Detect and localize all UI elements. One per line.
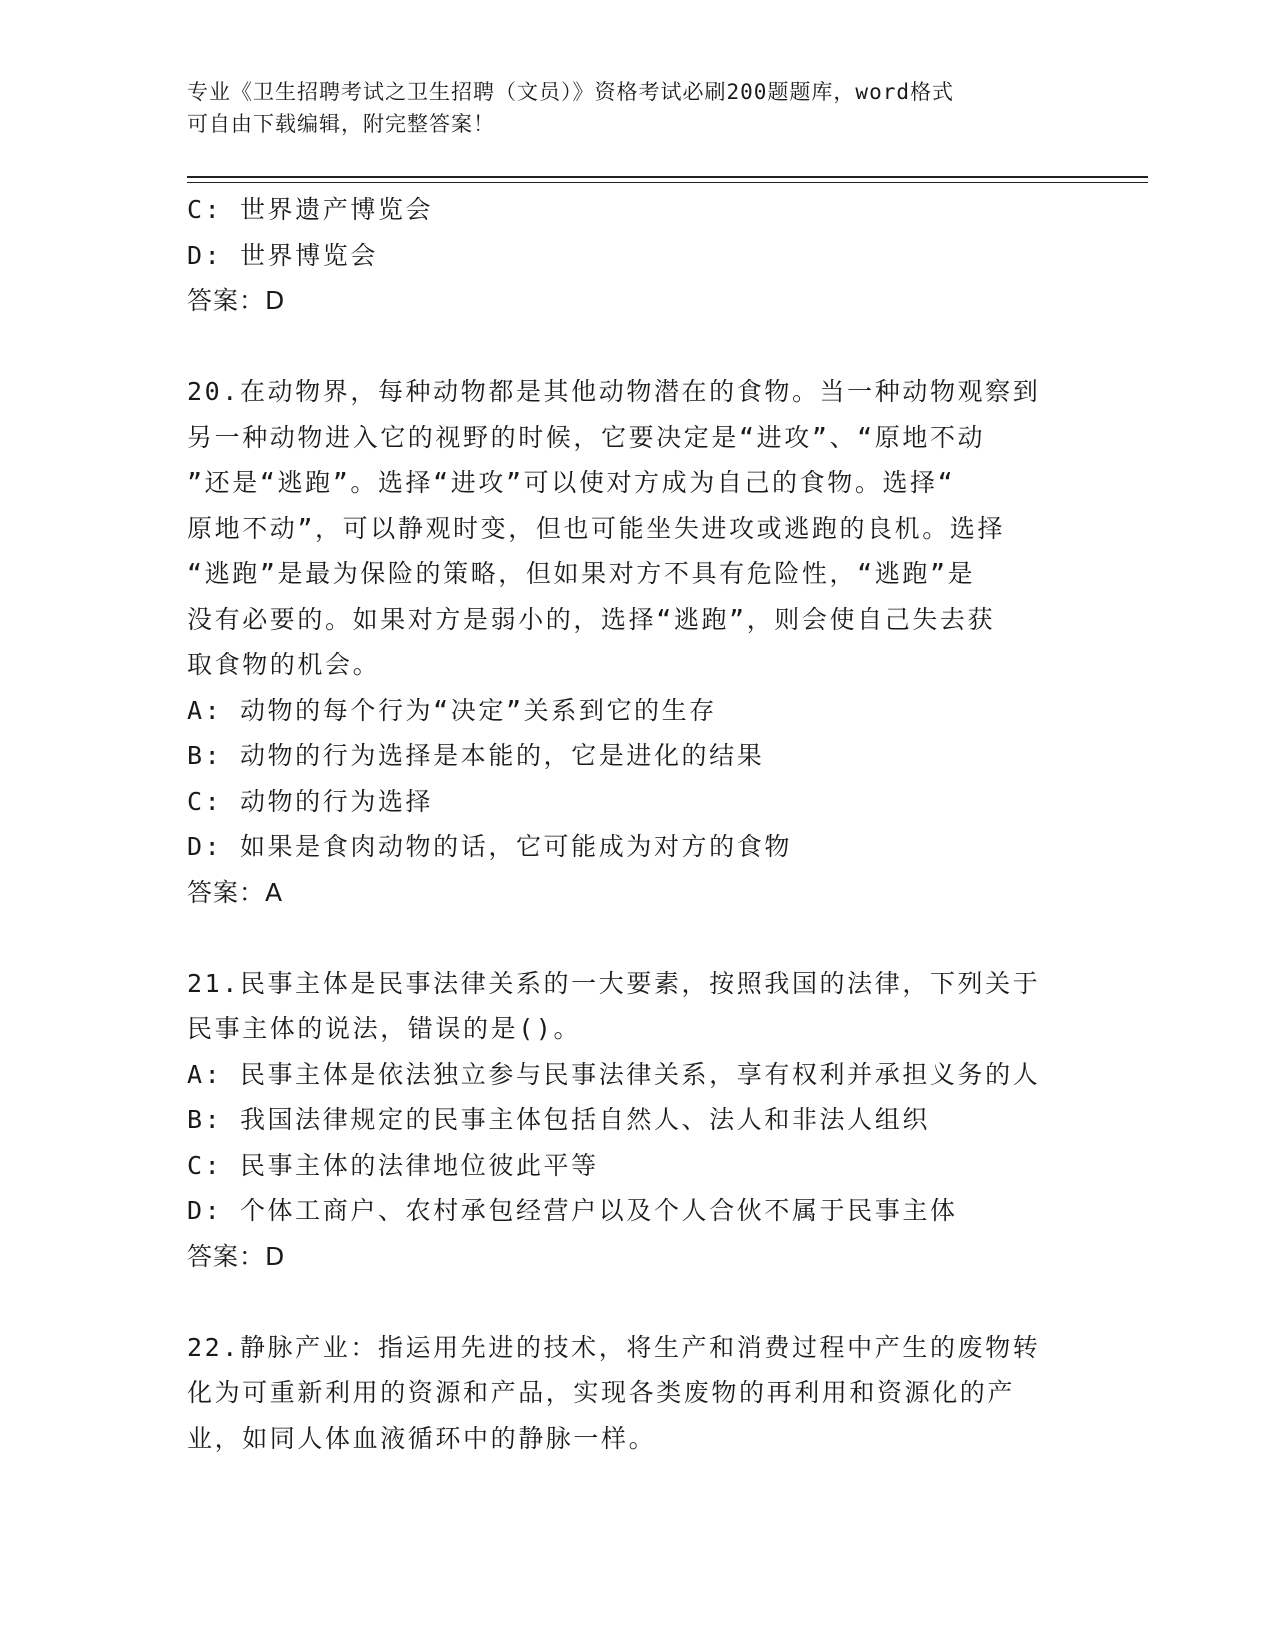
option-a: A: 动物的每个行为“决定”关系到它的生存 <box>187 695 717 725</box>
question-stem-line: 21.民事主体是民事法律关系的一大要素，按照我国的法律，下列关于 <box>187 968 1041 998</box>
question-stem-line: ”还是“逃跑”。选择“进攻”可以使对方成为自己的食物。选择“ <box>187 468 956 497</box>
question-stem-line: “逃跑”是最为保险的策略，但如果对方不具有危险性，“逃跑”是 <box>187 559 976 588</box>
answer-text: 答案：D <box>187 286 286 315</box>
option-d: D: 如果是食肉动物的话，它可能成为对方的食物 <box>187 832 792 861</box>
question-20 <box>187 369 1067 915</box>
option-b: B: 我国法律规定的民事主体包括自然人、法人和非法人组织 <box>187 1105 930 1134</box>
question-spacer <box>187 1279 1067 1325</box>
answer-text: 答案：D <box>187 1241 286 1271</box>
question-stem-line: 取食物的机会。 <box>187 650 381 679</box>
header-line-2: 可自由下载编辑，附完整答案！ <box>187 112 495 136</box>
option-c: C: 民事主体的法律地位彼此平等 <box>187 1150 599 1180</box>
document-header <box>187 76 1067 140</box>
header-divider-thick <box>187 176 1148 178</box>
question-stem-line: 没有必要的。如果对方是弱小的，选择“逃跑”，则会使自己失去获 <box>187 604 996 634</box>
question-stem-line: 化为可重新利用的资源和产品，实现各类废物的再利用和资源化的产 <box>187 1378 1016 1407</box>
question-spacer <box>187 324 1067 370</box>
question-stem-line: 民事主体的说法，错误的是()。 <box>187 1014 582 1043</box>
question-spacer <box>187 915 1067 961</box>
option-c: C: 动物的行为选择 <box>187 786 434 816</box>
option-d: D: 个体工商户、农村承包经营户以及个人合伙不属于民事主体 <box>187 1196 958 1225</box>
question-stem-line: 22.静脉产业：指运用先进的技术，将生产和消费过程中产生的废物转 <box>187 1332 1041 1362</box>
question-19 <box>187 187 1067 324</box>
option-b: B: 动物的行为选择是本能的，它是进化的结果 <box>187 741 765 770</box>
answer-text: 答案：A <box>187 877 284 907</box>
option-c: C: 世界遗产博览会 <box>187 195 434 224</box>
question-stem-line: 另一种动物进入它的视野的时候，它要决定是“进攻”、“原地不动 <box>187 422 986 452</box>
question-stem-line: 原地不动”，可以静观时变，但也可能坐失进攻或逃跑的良机。选择 <box>187 513 1006 543</box>
header-divider-thin <box>187 182 1148 183</box>
option-d: D: 世界博览会 <box>187 240 378 270</box>
option-a: A: 民事主体是依法独立参与民事法律关系，享有权利并承担义务的人 <box>187 1059 1041 1089</box>
question-22 <box>187 1325 1067 1462</box>
question-stem-line: 20.在动物界，每种动物都是其他动物潜在的食物。当一种动物观察到 <box>187 377 1041 406</box>
question-stem-line: 业，如同人体血液循环中的静脉一样。 <box>187 1423 657 1453</box>
header-line-1: 专业《卫生招聘考试之卫生招聘（文员）》资格考试必刷200题题库，word格式 <box>187 80 954 104</box>
document-body <box>187 187 1067 1461</box>
question-21 <box>187 961 1067 1280</box>
